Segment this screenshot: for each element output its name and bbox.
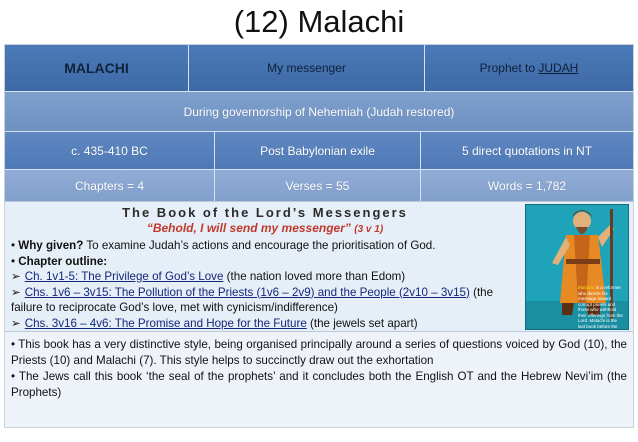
outline-item: • Chapter outline: <box>11 254 108 268</box>
prophet-target: JUDAH <box>538 61 579 75</box>
stats-row <box>5 169 633 201</box>
book-name-cell: MALACHI <box>5 45 189 91</box>
book-section <box>5 201 633 331</box>
arrow-bullet-icon: ➢ <box>11 316 21 330</box>
prophet-prefix: Prophet to <box>479 61 539 75</box>
meaning-cell: My messenger <box>189 45 425 91</box>
outline-note: (the nation loved more than Edom) <box>223 270 406 283</box>
outline-entry <box>11 269 523 285</box>
date-cell: c. 435-410 BC <box>5 132 215 169</box>
key-verse-ref: (3 v 1) <box>354 224 384 235</box>
quotes-cell: 5 direct quotations in NT <box>461 143 593 158</box>
note-seal: • The Jews call this book ‘the seal of the prophets’ and it concludes both the English OT and the Hebrew Nevi’im (the Prophets) <box>11 370 627 399</box>
key-verse <box>5 221 525 235</box>
why-given-text: To examine Judah’s actions and encourage the prioritisation of God. <box>83 239 436 252</box>
slide-title: (12) Malachi <box>233 4 405 39</box>
note-style: • This book has a very distinctive style, being organised principally around a series of questions voiced by God (10), the Priests (10) and Malachi (7). This style helps to succinctly draw out the exhortation <box>11 338 627 367</box>
why-given-item: • Why given? To examine Judah’s actions and encourage the prioritisation of God. <box>11 239 436 252</box>
illustration-caption-text: is a reformer who directs his message toward corrupt priests and those who withhold their offerings from the Lord. Malachi is the last book before the <box>578 285 623 329</box>
words-cell: Words = 1,782 <box>487 178 567 193</box>
period-cell: Post Babylonian exile <box>215 132 421 169</box>
prophet-illustration <box>525 204 629 330</box>
chapters-cell: Chapters = 4 <box>5 170 215 201</box>
outline-note: (the failure to reciprocate God’s love, met with cynicism/indifference) <box>11 285 494 314</box>
arrow-bullet-icon: ➢ <box>11 270 21 283</box>
outline-label: Chapter outline: <box>18 254 108 268</box>
outline-note: (the jewels set apart) <box>306 316 418 330</box>
header-row <box>5 45 633 91</box>
why-given-label: Why given? <box>18 239 84 252</box>
illustration-caption <box>578 285 624 335</box>
outline-link[interactable]: Chs. 3v16 – 4v6: The Promise and Hope for the Future <box>24 316 307 330</box>
arrow-bullet-icon: ➢ <box>11 285 21 299</box>
verses-cell: Verses = 55 <box>215 170 421 201</box>
context-cell: During governorship of Nehemiah (Judah restored) <box>183 104 455 119</box>
notes-section <box>5 331 633 427</box>
book-heading: The Book of the Lord’s Messengers <box>122 205 408 220</box>
summary-panel <box>4 44 634 428</box>
prophet-to-cell <box>425 45 633 91</box>
outline-entry <box>11 316 523 332</box>
facts-row <box>5 131 633 169</box>
context-row <box>5 91 633 131</box>
outline-link[interactable]: Ch. 1v1-5: The Privilege of God’s Love <box>24 270 224 283</box>
bullet-list <box>11 238 523 331</box>
illustration-caption-name: Malachi <box>578 285 595 290</box>
key-verse-text: “Behold, I will send my messenger” <box>146 221 351 235</box>
outline-link[interactable]: Chs. 1v6 – 3v15: The Pollution of the Priests (1v6 – 2v9) and the People (2v10 – 3v15) <box>24 285 470 299</box>
outline-entry <box>11 285 523 316</box>
